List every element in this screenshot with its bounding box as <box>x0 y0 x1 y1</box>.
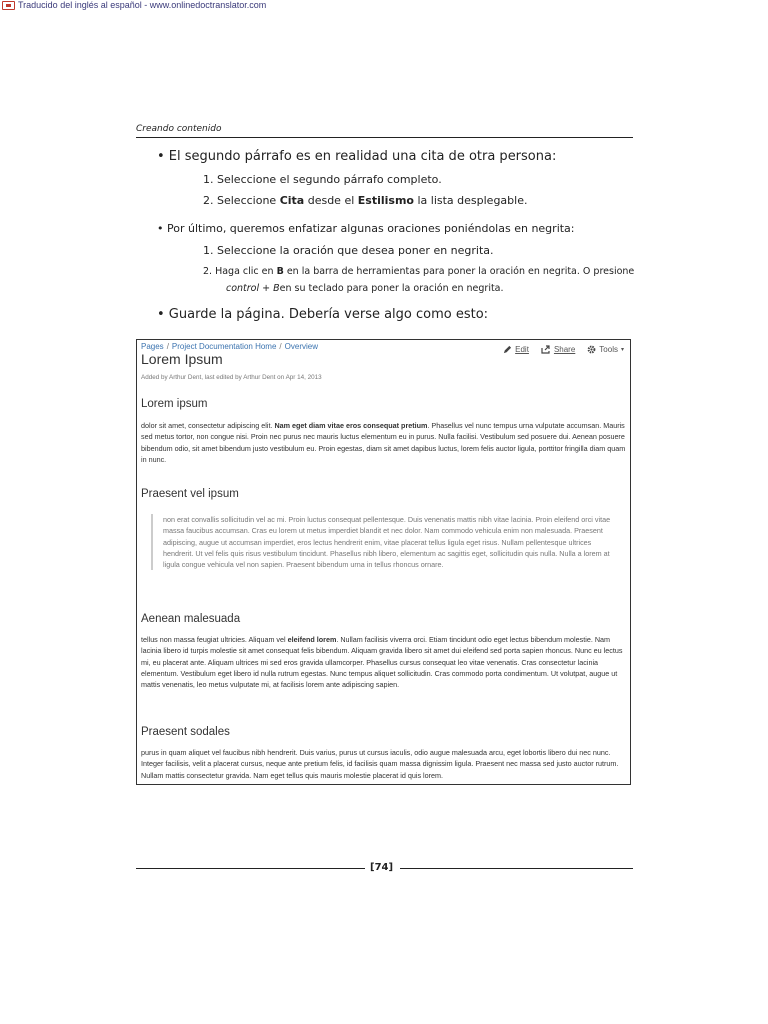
translator-logo-icon <box>2 1 15 10</box>
step-text: la lista desplegable. <box>413 194 528 207</box>
gear-icon <box>587 345 596 354</box>
step-italic: B <box>273 283 280 294</box>
step-bold: Cita <box>279 194 305 207</box>
paragraph-text: dolor sit amet, consectetur adipiscing elit. <box>141 421 275 430</box>
share-button[interactable] <box>541 345 575 354</box>
pencil-icon <box>503 345 512 354</box>
breadcrumb-separator: / <box>166 342 169 351</box>
breadcrumb-project[interactable]: Project Documentation Home <box>171 342 277 351</box>
page-number: [74] <box>370 862 394 873</box>
footer-rule-left <box>136 868 365 869</box>
share-label: Share <box>553 345 576 354</box>
step-click-bold <box>203 266 634 277</box>
step-bold: Estilismo <box>357 194 414 207</box>
edit-label: Edit <box>515 345 529 354</box>
bullet-bold: • Por último, queremos enfatizar algunas oraciones poniéndolas en negrita: <box>157 222 575 235</box>
page-title: Lorem Ipsum <box>141 351 223 367</box>
footer-rule-right <box>400 868 633 869</box>
edit-button[interactable] <box>503 345 529 354</box>
step-text: en la barra de herramientas para poner la oración en negrita. O presione <box>283 266 635 277</box>
breadcrumb <box>141 342 318 351</box>
step-text: en su teclado para poner la oración en negrita. <box>279 283 504 294</box>
step-text: 2. Haga clic en <box>203 266 277 277</box>
paragraph-text: tellus non massa feugiat ultricies. Aliquam vel <box>141 635 288 644</box>
header-rule <box>136 137 633 138</box>
blockquote: non erat convallis sollicitudin vel ac mi. Proin luctus consequat pellentesque. Duis venenatis mattis nibh vitae lacinia. Proin eleifend orci vitae massa faucibus accumsan. Cras eu lorem ut metus imperdiet blandit et nec dolor. Nam commodo vehicula enim non malesuada. Praesent adipiscing, augue ut accumsan imperdiet, eros lectus hendrerit enim, vitae placerat tellus ligula eget risus. Nullam pellentesque ultrices hendrerit. Ut vel felis quis risus vestibulum tincidunt. Phasellus nibh libero, elementum ac sagittis eget, sollicitudin quis nulla. Nulla a lorem at ligula congue vehicula vel non sapien. Praesent bibendum urna in tellus rhoncus ornare. <box>151 514 619 570</box>
paragraph-bold: Nam eget diam vitae eros consequat pretium <box>274 421 428 430</box>
page-toolbar <box>503 345 624 354</box>
step-select-sentence: 1. Seleccione la oración que desea poner en negrita. <box>203 244 494 257</box>
step-select-quote <box>203 194 527 207</box>
step-text: 2. Seleccione <box>203 194 280 207</box>
page-byline: Added by Arthur Dent, last edited by Arthur Dent on Apr 14, 2013 <box>141 374 322 381</box>
step-text: + <box>259 283 274 294</box>
share-icon <box>541 345 551 354</box>
tools-label: Tools <box>599 345 618 354</box>
banner-text[interactable]: Traducido del inglés al español - www.onlinedoctranslator.com <box>18 0 267 10</box>
step-text: desde el <box>304 194 358 207</box>
paragraph-bold: eleifend lorem <box>287 635 337 644</box>
bullet-quote: • El segundo párrafo es en realidad una cita de otra persona: <box>157 149 557 164</box>
paragraph-text: . Nullam facilisis viverra orci. Etiam tincidunt odio eget lectus bibendum molestie. Nam lacinia libero id turpis molestie sit amet consequat felis bibendum. Aliquam gravida libero sit amet dui eleifend sed porta sapien rhoncus. Nunc eu lectus mi, eu placerat ante. Aliquam ultrices mi sed eros gravida ullamcorper. Phasellus cursus consequat leo vitae venenatis. Cras consectetur lacinia elementum. Vestibulum eget libero id nulla rutrum egestas. Nunc tempus aliquet sollicitudin. Cras commodo porta condimentum. Ut volutpat, augue ut mattis venenatis, leo metus vulputate mi, at facilisis lorem ante adipiscing sapien. <box>141 635 623 690</box>
chevron-down-icon: ▾ <box>620 347 624 353</box>
translation-banner[interactable] <box>2 0 266 10</box>
paragraph-sodales: purus in quam aliquet vel faucibus nibh hendrerit. Duis varius, purus ut cursus iaculis, odio augue malesuada arcu, eget lobortis libero dui nec nunc. Integer facilisis, velit a placerat cursus, neque ante pretium felis, id facilisis quam massa dignissim ligula. Praesent nec massa sed justo auctor rutrum. Nullam mattis consectetur gravida. Nam eget tellus quis mauris molestie placerat id quis lorem. <box>141 748 619 780</box>
confluence-page-screenshot <box>136 339 631 785</box>
step-shortcut <box>226 283 504 294</box>
breadcrumb-overview[interactable]: Overview <box>284 342 318 351</box>
step-italic: control <box>226 283 260 294</box>
step-bold: B <box>276 266 284 277</box>
heading-praesent-sodales: Praesent sodales <box>141 726 230 738</box>
running-head: Creando contenido <box>136 124 222 134</box>
paragraph-aenean <box>141 634 628 690</box>
tools-menu[interactable] <box>587 345 624 354</box>
step-select-paragraph: 1. Seleccione el segundo párrafo completo. <box>203 173 442 186</box>
breadcrumb-pages[interactable]: Pages <box>141 342 164 351</box>
bullet-save: • Guarde la página. Debería verse algo como esto: <box>157 307 489 322</box>
heading-lorem-ipsum: Lorem ipsum <box>141 398 208 410</box>
breadcrumb-separator: / <box>279 342 282 351</box>
paragraph-lorem-ipsum <box>141 420 628 465</box>
heading-aenean-malesuada: Aenean malesuada <box>141 613 241 625</box>
heading-praesent-vel-ipsum: Praesent vel ipsum <box>141 488 239 500</box>
paragraph-text: . Phasellus vel nunc tempus urna vulputate accumsan. Mauris sed metus tortor, non congue nisi. Proin nec purus nec mauris luctus elementum eu in purus. Nulla facilisi. Vestibulum sed posuere dui. Aenean posuere bibendum odio, sit amet bibendum justo vestibulum eu. Proin egestas, diam sit amet dapibus luctus, lorem felis auctor ligula, porttitor fringilla diam quam in nunc. <box>141 421 626 464</box>
